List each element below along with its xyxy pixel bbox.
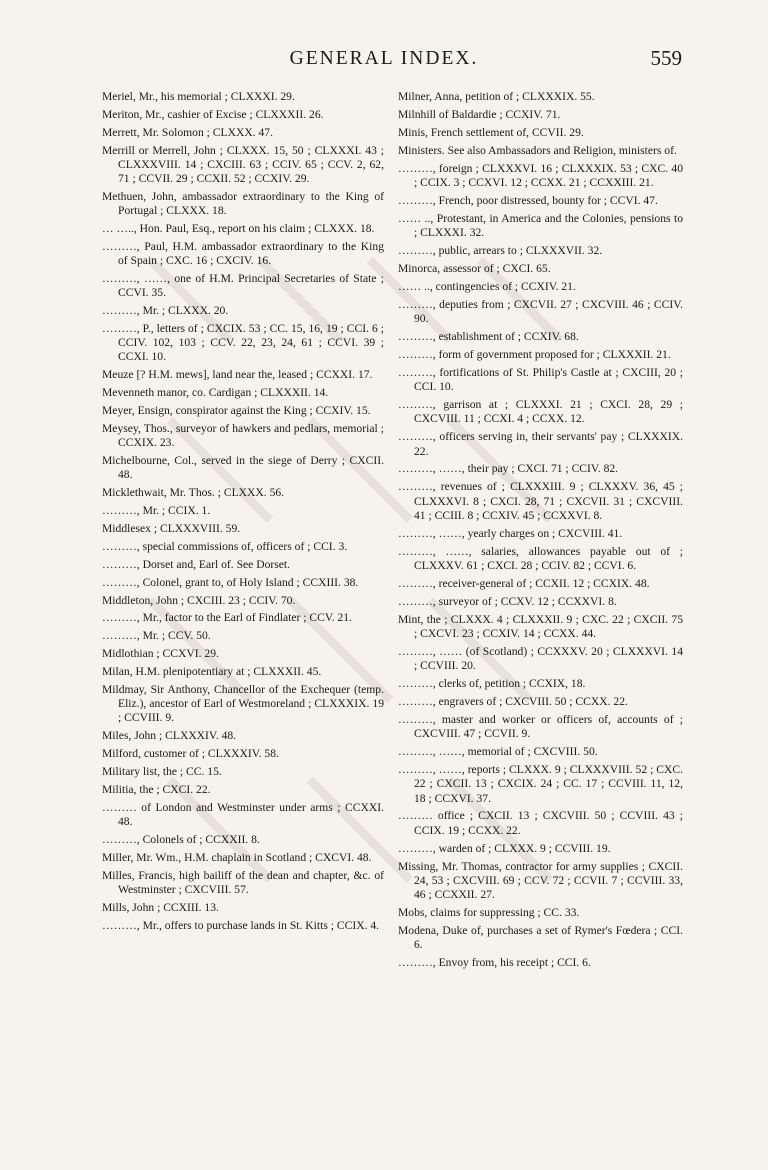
index-entry: ………, Mr. ; CCIX. 1.	[102, 504, 211, 518]
index-entry: Meuze [? H.M. mews], land near the, leased ; CCXXI. 17.	[102, 368, 373, 382]
index-entry: …… .., contingencies of ; CCXIV. 21.	[398, 279, 576, 293]
index-entry: Mildmay, Sir Anthony, Chancellor of the Exchequer (temp. Eliz.), ancestor of Earl of Westmoreland ; CLXXXIX. 19 ; CCVIII. 9.	[102, 682, 384, 725]
index-entry: ………, Dorset and, Earl of. See Dorset.	[102, 557, 291, 571]
index-entry: … ….., Hon. Paul, Esq., report on his claim ; CLXXX. 18.	[102, 222, 375, 236]
index-entry: ………, Colonel, grant to, of Holy Island ; CCXIII. 38.	[102, 575, 359, 589]
index-entry: ………, P., letters of ; CXCIX. 53 ; CC. 15, 16, 19 ; CCI. 6 ; CCIV. 102, 103 ; CCV. 22, 23, 24, 61 ; CCVI. 39 ; CCXI. 10.	[102, 322, 384, 364]
index-entry: ………, engravers of ; CXCVIII. 50 ; CCXX. 22.	[398, 695, 628, 709]
index-entry: Midlothian ; CCXVI. 29.	[102, 647, 219, 661]
index-entry: ………, fortifications of St. Philip's Castle at ; CXCIII, 20 ; CCI. 10.	[398, 366, 683, 394]
page-title: GENERAL INDEX.	[289, 48, 479, 69]
index-entry: ………, ……, reports ; CLXXX. 9 ; CLXXXVIII. 52 ; CXC. 22 ; CXCII. 13 ; CXCIX. 24 ; CC. 17 ; CCVIII. 11, 12, 18 ; CCXVI. 37.	[398, 763, 683, 805]
index-entry: ………, …… (of Scotland) ; CCXXXV. 20 ; CLXXXVI. 14 ; CCVIII. 20.	[398, 644, 683, 673]
index-entry: Modena, Duke of, purchases a set of Rymer's Fœdera ; CCI. 6.	[398, 923, 683, 952]
index-entry: Merrill or Merrell, John ; CLXXX. 15, 50 ; CLXXXI. 43 ; CLXXXVIII. 14 ; CXCIII. 63 ; CCIV. 65 ; CCV. 2, 62, 71 ; CCVII. 29 ; CCXII. 52 ; CCXIV. 29.	[102, 143, 384, 186]
index-entry: ………, revenues of ; CLXXXIII. 9 ; CLXXXV. 36, 45 ; CLXXXVI. 8 ; CXCI. 28, 71 ; CXCVII. 31 ; CXCVIII. 41 ; CCIII. 8 ; CCXIV. 45 ; CCXXVI. 8.	[398, 480, 683, 522]
index-entry: ………, ……, one of H.M. Principal Secretaries of State ; CCVI. 35.	[102, 272, 384, 300]
index-entry: ………, French, poor distressed, bounty for ; CCVI. 47.	[398, 193, 658, 207]
index-entry: ………, Paul, H.M. ambassador extraordinary to the King of Spain ; CXC. 16 ; CXCIV. 16.	[102, 239, 384, 268]
index-entry: Micklethwait, Mr. Thos. ; CLXXX. 56.	[102, 486, 285, 500]
index-entry: ………, clerks of, petition ; CCXIX, 18.	[398, 677, 586, 691]
index-entry: Milles, Francis, high bailiff of the dean and chapter, &c. of Westminster ; CXCVIII. 57.	[102, 868, 384, 896]
index-entry: ……… office ; CXCII. 13 ; CXCVIII. 50 ; CCVIII. 43 ; CCIX. 19 ; CCXX. 22.	[398, 809, 683, 837]
index-entry: ………, establishment of ; CCXIV. 68.	[398, 330, 579, 344]
index-entry: Middleton, John ; CXCIII. 23 ; CCIV. 70.	[102, 593, 296, 607]
index-entry: Mint, the ; CLXXX. 4 ; CLXXXII. 9 ; CXC. 22 ; CXCII. 75 ; CXCVI. 23 ; CCXIV. 14 ; CCXX. 44.	[398, 612, 683, 640]
index-entry: ………, Mr., offers to purchase lands in St. Kitts ; CCIX. 4.	[102, 918, 380, 932]
index-entry: Milan, H.M. plenipotentiary at ; CLXXXII. 45.	[102, 665, 322, 679]
index-entry: ………, Mr., factor to the Earl of Findlater ; CCV. 21.	[102, 611, 352, 625]
index-entry: ………, public, arrears to ; CLXXXVII. 32.	[398, 244, 603, 258]
page-number: 559	[650, 46, 682, 70]
index-entry: Meriton, Mr., cashier of Excise ; CLXXXII. 26.	[102, 107, 324, 121]
index-entry: Military list, the ; CC. 15.	[102, 765, 222, 779]
index-entry: ………, ……, their pay ; CXCI. 71 ; CCIV. 82.	[398, 462, 619, 476]
index-entry: ………, warden of ; CLXXX. 9 ; CCVIII. 19.	[398, 841, 611, 855]
index-entry: ………, officers serving in, their servants' pay ; CLXXXIX. 22.	[398, 430, 683, 458]
index-entry: ………, ……, yearly charges on ; CXCVIII. 41.	[398, 526, 623, 540]
index-entry: Ministers. See also Ambassadors and Religion, ministers of.	[398, 143, 677, 157]
index-entry: Mobs, claims for suppressing ; CC. 33.	[398, 905, 580, 919]
page-header	[0, 46, 768, 76]
index-entry: Mevenneth manor, co. Cardigan ; CLXXXII. 14.	[102, 386, 329, 400]
index-entry: ………, foreign ; CLXXXVI. 16 ; CLXXXIX. 53 ; CXC. 40 ; CCIX. 3 ; CCXVI. 12 ; CCXX. 21 ; CCXXIII. 21.	[398, 161, 683, 190]
index-entry: ……… of London and Westminster under arms ; CCXXI. 48.	[102, 800, 384, 829]
index-entry: ………, Mr. ; CCV. 50.	[102, 629, 211, 643]
index-entry: Mills, John ; CCXIII. 13.	[102, 900, 219, 914]
index-entry: ………, garrison at ; CLXXXI. 21 ; CXCI. 28, 29 ; CXCVIII. 11 ; CCXI. 4 ; CCXX. 12.	[398, 398, 683, 426]
index-entry: Milford, customer of ; CLXXXIV. 58.	[102, 747, 279, 761]
index-entry: Meysey, Thos., surveyor of hawkers and pedlars, memorial ; CCXIX. 23.	[102, 422, 384, 450]
index-entry: ………, surveyor of ; CCXV. 12 ; CCXXVI. 8.	[398, 594, 617, 608]
index-entry: Michelbourne, Col., served in the siege of Derry ; CXCII. 48.	[102, 454, 384, 482]
index-entry: ………, receiver-general of ; CCXII. 12 ; CCXIX. 48.	[398, 576, 650, 590]
index-entry: Milner, Anna, petition of ; CLXXXIX. 55.	[398, 90, 595, 103]
index-entry: Middlesex ; CLXXXVIII. 59.	[102, 521, 241, 535]
index-entry: Milnhill of Baldardie ; CCXIV. 71.	[398, 107, 561, 121]
left-column	[102, 90, 384, 937]
index-entry: Meriel, Mr., his memorial ; CLXXXI. 29.	[102, 90, 295, 103]
right-column	[398, 90, 683, 974]
index-entry: …… .., Protestant, in America and the Colonies, pensions to ; CLXXXI. 32.	[398, 211, 683, 240]
index-entry: ………, Colonels of ; CCXXII. 8.	[102, 832, 260, 846]
index-entry: ………, ……, memorial of ; CXCVIII. 50.	[398, 745, 598, 759]
index-entry: Militia, the ; CXCI. 22.	[102, 782, 211, 796]
index-entry: Methuen, John, ambassador extraordinary to the King of Portugal ; CLXXX. 18.	[102, 189, 384, 218]
index-entry: Miles, John ; CLXXXIV. 48.	[102, 729, 237, 743]
index-entry: Miller, Mr. Wm., H.M. chaplain in Scotland ; CXCVI. 48.	[102, 850, 372, 864]
index-entry: ………, special commissions of, officers of ; CCI. 3.	[102, 539, 348, 553]
index-entry: Meyer, Ensign, conspirator against the King ; CCXIV. 15.	[102, 404, 371, 418]
index-entry: Missing, Mr. Thomas, contractor for army supplies ; CXCII. 24, 53 ; CXCVIII. 69 ; CCV. 72 ; CCVII. 7 ; CCVIII. 33, 46 ; CCXXII. 27.	[398, 859, 683, 901]
index-entry: Minorca, assessor of ; CXCI. 65.	[398, 262, 551, 276]
index-entry: ………, ……, salaries, allowances payable out of ; CLXXXV. 61 ; CXCI. 28 ; CCIV. 82 ; CCVI. 6.	[398, 544, 683, 572]
index-entry: Minis, French settlement of, CCVII. 29.	[398, 125, 584, 139]
index-entry: ………, form of government proposed for ; CLXXXII. 21.	[398, 348, 671, 362]
index-entry: Merrett, Mr. Solomon ; CLXXX. 47.	[102, 125, 274, 139]
index-entry: ………, master and worker or officers of, accounts of ; CXCVIII. 47 ; CCVII. 9.	[398, 713, 683, 741]
index-entry: ………, Mr. ; CLXXX. 20.	[102, 304, 229, 318]
index-entry: ………, Envoy from, his receipt ; CCI. 6.	[398, 956, 591, 970]
index-entry: ………, deputies from ; CXCVII. 27 ; CXCVIII. 46 ; CCIV. 90.	[398, 297, 683, 326]
